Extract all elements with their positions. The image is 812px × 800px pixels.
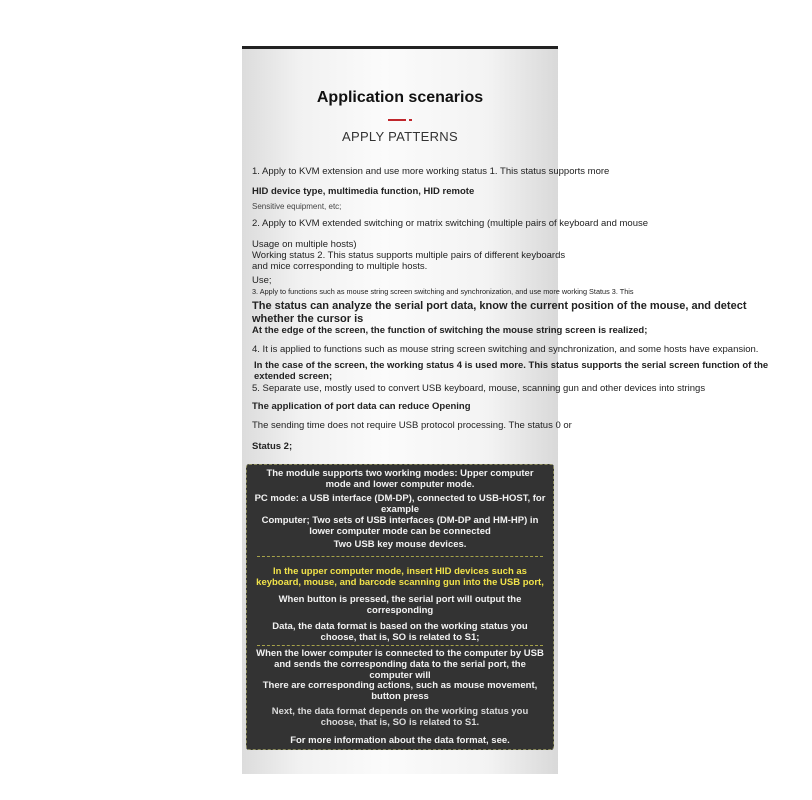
scenario-4-line: 4. It is applied to functions such as mouse string screen switching and synchronization, and some hosts have expansion. bbox=[252, 344, 759, 355]
more-info-text: For more information about the data format, see. bbox=[290, 735, 510, 746]
scenario-panel bbox=[242, 46, 769, 774]
modes-intro: The module supports two working modes: Upper computer mode and lower computer mode. bbox=[266, 468, 534, 490]
data-format-text: Data, the data format is based on the working status you choose, that is, SO is related to S1; bbox=[272, 621, 528, 643]
format-depends-text: Next, the data format depends on the working status you choose, that is, SO is related to S1. bbox=[271, 706, 529, 728]
accent-dot bbox=[409, 119, 412, 121]
scenario-2-status: Working status 2. This status supports multiple pairs of different keyboards and mice corresponding to multiple hosts. bbox=[252, 250, 566, 272]
scenario-2-use: Use; bbox=[252, 275, 272, 286]
lower-mode-text: Computer; Two sets of USB interfaces (DM-DP and HM-HP) in lower computer mode can be connected bbox=[261, 515, 539, 537]
key-mouse-text: Two USB key mouse devices. bbox=[333, 539, 467, 550]
scenario-4-detail: In the case of the screen, the working status 4 is used more. This status supports the serial screen function of the extended screen; bbox=[254, 360, 769, 382]
scenario-1-note: Sensitive equipment, etc; bbox=[252, 202, 342, 211]
scenario-5-status: Status 2; bbox=[252, 441, 293, 452]
upper-mode-highlight: In the upper computer mode, insert HID devices such as keyboard, mouse, and barcode scanning gun into the USB port, bbox=[256, 566, 544, 588]
scenario-5-detail: The application of port data can reduce Opening bbox=[252, 401, 471, 412]
scenario-1-detail: HID device type, multimedia function, HID remote bbox=[252, 186, 475, 197]
lower-computer-text: When the lower computer is connected to the computer by USB and sends the corresponding data to the serial port, the computer will bbox=[256, 648, 544, 681]
scenario-5-timing: The sending time does not require USB protocol processing. The status 0 or bbox=[252, 420, 572, 431]
scenario-3-result: At the edge of the screen, the function of switching the mouse string screen is realized; bbox=[252, 325, 648, 336]
page-title: Application scenarios bbox=[316, 89, 484, 106]
page-subtitle: APPLY PATTERNS bbox=[342, 129, 458, 144]
pc-mode-text: PC mode: a USB interface (DM-DP), connected to USB-HOST, for example bbox=[254, 493, 546, 515]
dashed-separator bbox=[257, 645, 543, 646]
scenario-2-usage: Usage on multiple hosts) bbox=[252, 239, 357, 250]
top-divider bbox=[242, 46, 558, 49]
scenario-3-line: 3. Apply to functions such as mouse string screen switching and synchronization, and use more working Status 3. This bbox=[252, 287, 634, 296]
scenario-5-line: 5. Separate use, mostly used to convert USB keyboard, mouse, scanning gun and other devices into strings bbox=[252, 383, 706, 394]
button-press-text: When button is pressed, the serial port will output the corresponding bbox=[278, 594, 522, 616]
dashed-separator bbox=[257, 556, 543, 557]
actions-text: There are corresponding actions, such as mouse movement, button press bbox=[262, 680, 538, 702]
scenario-2-line: 2. Apply to KVM extended switching or matrix switching (multiple pairs of keyboard and mouse bbox=[252, 218, 649, 229]
working-modes-box bbox=[246, 464, 554, 750]
scenario-3-detail: The status can analyze the serial port data, know the current position of the mouse, and detect whether the cursor is bbox=[252, 300, 747, 325]
accent-line bbox=[388, 119, 406, 121]
scenario-1-line: 1. Apply to KVM extension and use more working status 1. This status supports more bbox=[252, 166, 610, 177]
